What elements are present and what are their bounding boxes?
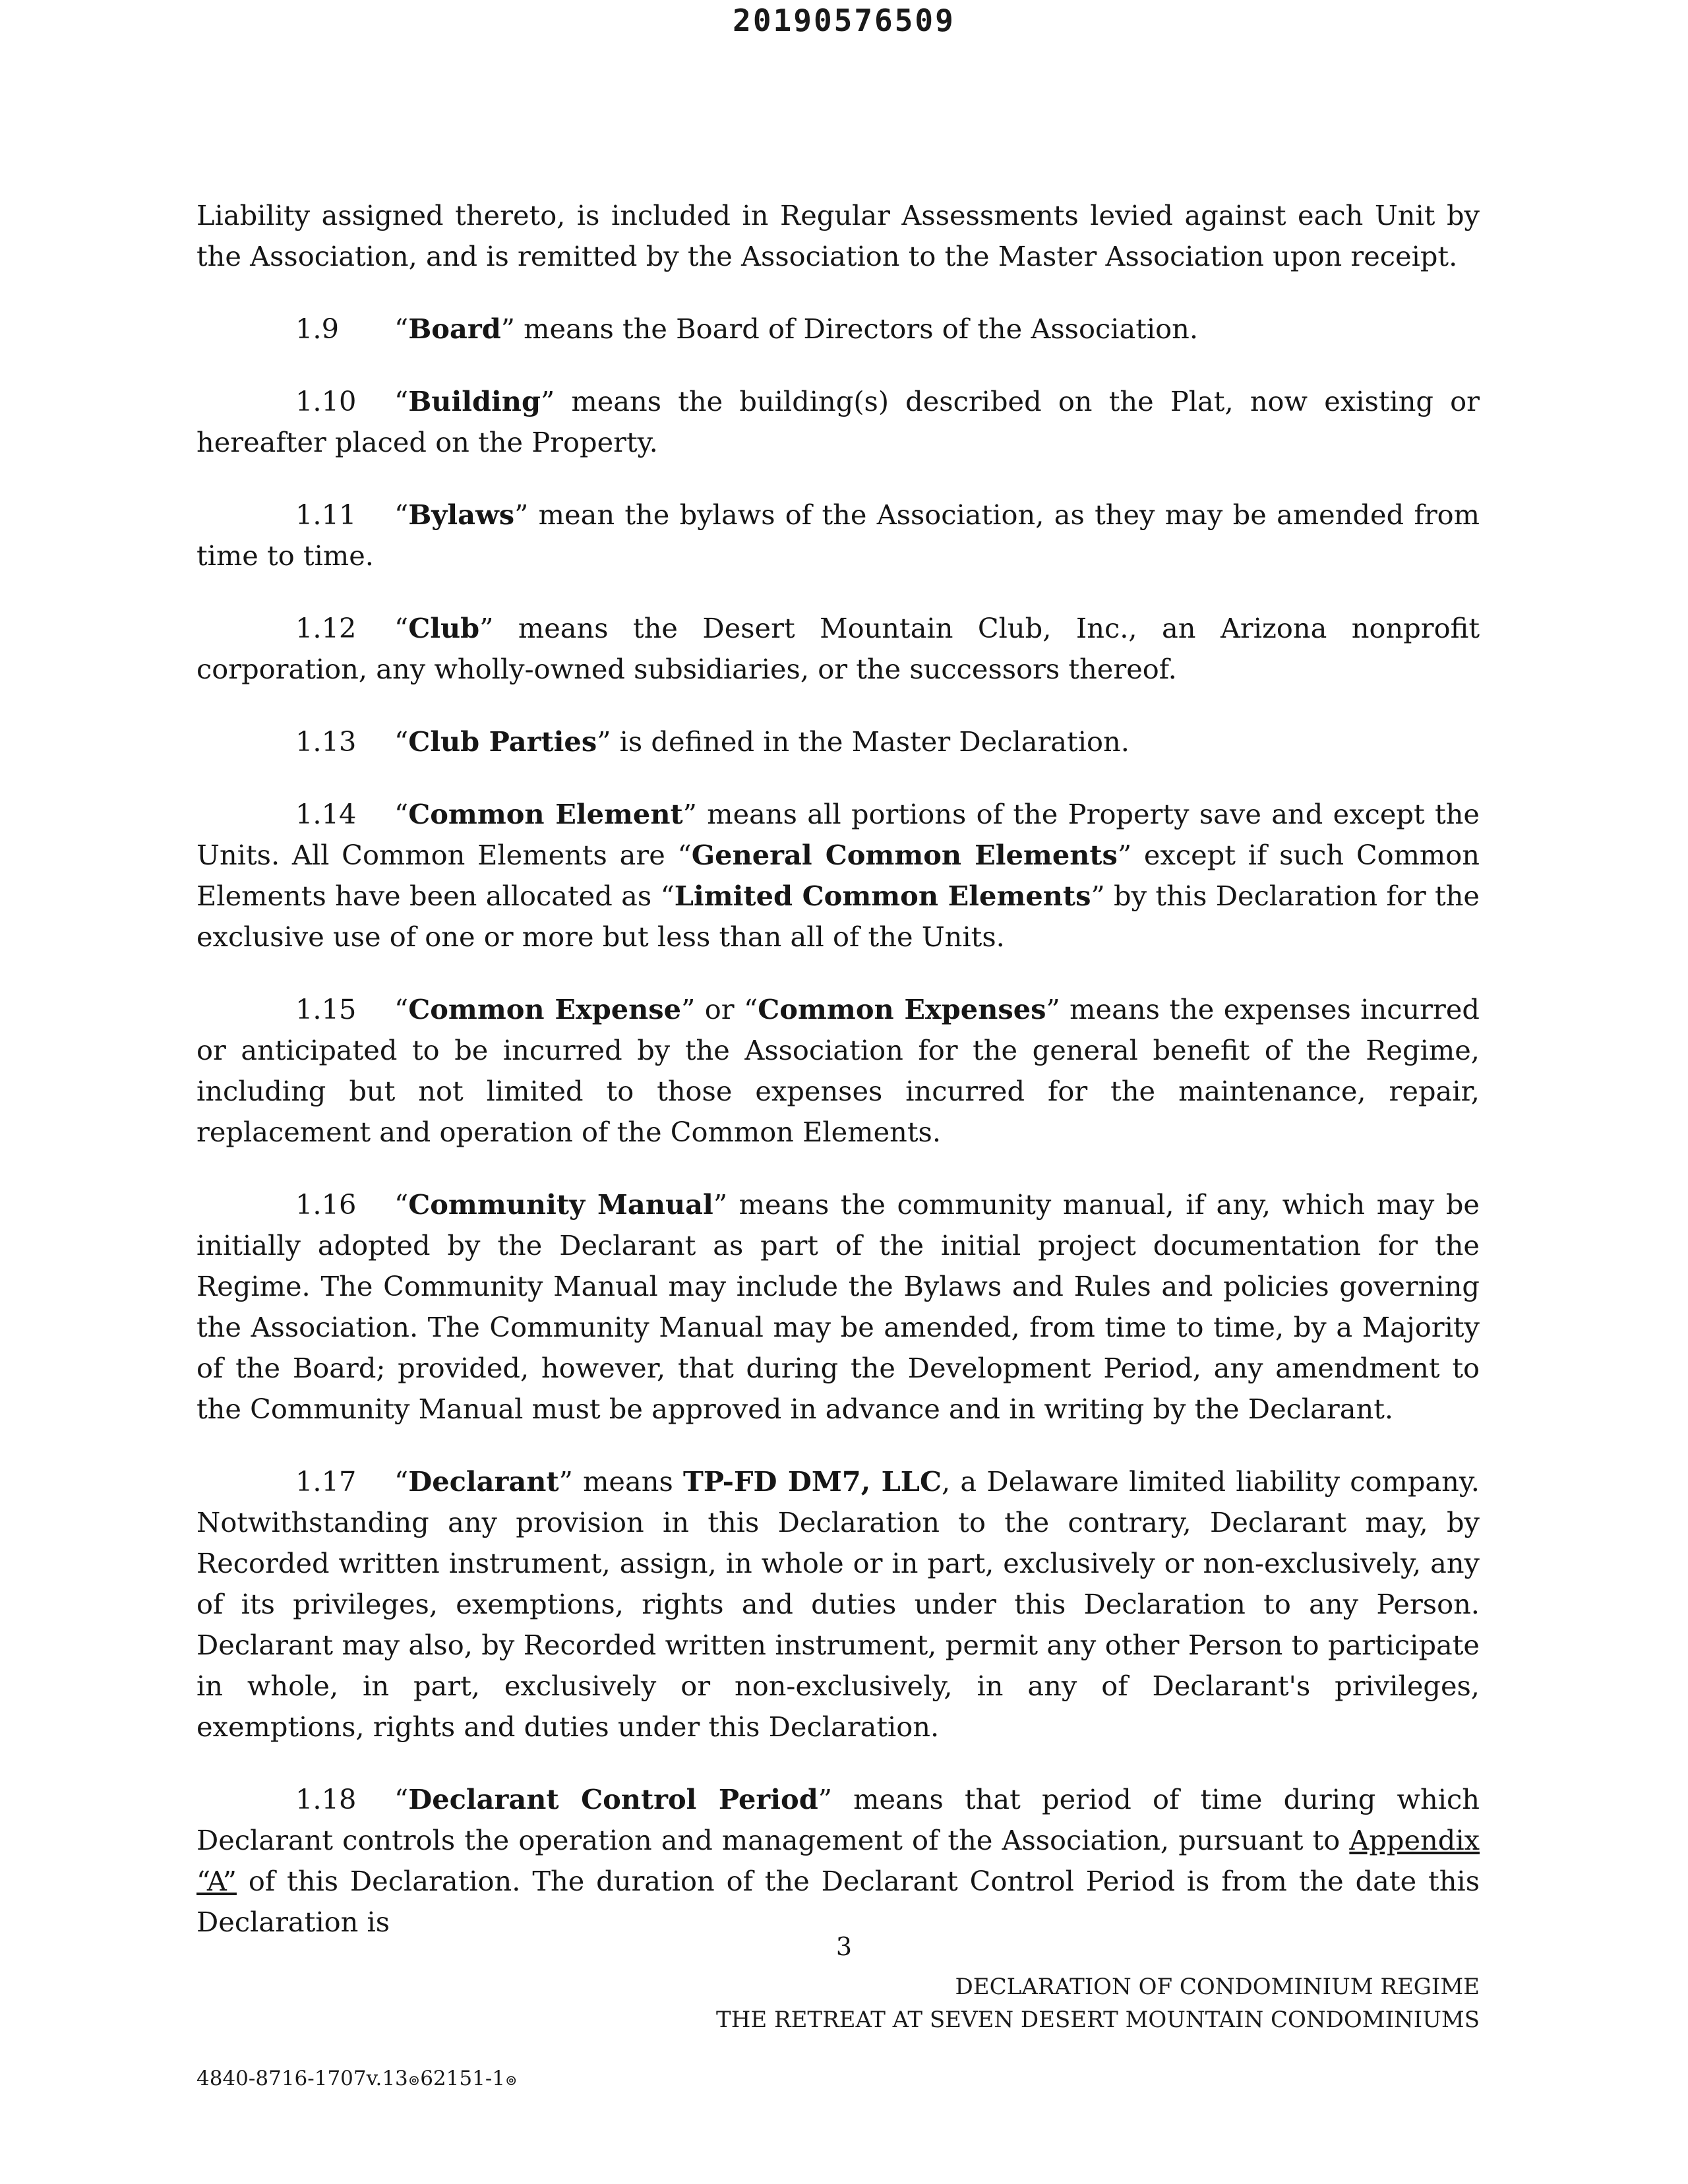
section-number: 1.18 — [295, 1783, 357, 1815]
defined-term: Common Expenses — [758, 993, 1046, 1025]
section-1-14: 1.14 “Common Element” means all portions of the Property save and except the Units. All Common Elements are “General Common Elements” except if such Common Elements have been allocated as “Limited Common Elements” by this Declaration for the exclusive use of one or more but less than all of the Units. — [196, 794, 1480, 957]
section-text: mean the bylaws of the Association, as they may be amended from time to time. — [196, 499, 1480, 572]
section-text: ” by this Declaration for the exclusive use of one or more but less than all of the Units. — [196, 880, 1480, 953]
defined-term: Common Element — [408, 798, 683, 830]
document-id — [196, 2067, 517, 2090]
document-id-suffix: 62151-1 — [420, 2067, 506, 2090]
section-text: means the building(s) described on the Plat, now existing or hereafter placed on the Property. — [196, 385, 1480, 458]
continuation-paragraph: Liability assigned thereto, is included in Regular Assessments levied against each Unit by the Association, and is remitted by the Association to the Master Association upon receipt. — [196, 199, 1480, 272]
section-text: is defined in the Master Declaration. — [611, 725, 1130, 758]
section-number: 1.16 — [295, 1188, 357, 1221]
section-text: means the Board of Directors of the Association. — [514, 313, 1199, 345]
section-text: means all portions of the Property save and except the Units. All Common Elements are “ — [196, 798, 1480, 871]
defined-term: Community Manual — [408, 1188, 713, 1221]
footer-title-line-1: DECLARATION OF CONDOMINIUM REGIME — [955, 1974, 1480, 2000]
section-1-13: 1.13 “Club Parties” is defined in the Master Declaration. — [196, 721, 1480, 762]
defined-term: Board — [408, 313, 501, 345]
defined-term: Common Expense — [408, 993, 682, 1025]
section-number: 1.15 — [295, 993, 357, 1025]
defined-term: Limited Common Elements — [674, 880, 1091, 912]
section-number: 1.10 — [295, 385, 357, 417]
section-text: means that period of time during which Declarant controls the operation and management of the Association, pursuant to — [196, 1783, 1480, 1856]
defined-term: Declarant Control Period — [408, 1783, 818, 1815]
defined-term: Club — [408, 612, 480, 644]
section-1-9: 1.9 “Board” means the Board of Directors of the Association. — [196, 309, 1480, 349]
defined-term: Bylaws — [408, 499, 515, 531]
document-id-mark: ⊚ — [505, 2073, 518, 2089]
section-1-17: 1.17 “Declarant” means TP-FD DM7, LLC, a Delaware limited liability company. Notwithstanding any provision in this Declaration to the contrary, Declarant may, by Recorded written instrument, assign, in whole or in part, exclusively or non-exclusively, any of its privileges, exemptions, rights and duties under this Declaration to any Person. Declarant may also, by Recorded written instrument, permit any other Person to participate in whole, in part, exclusively or non-exclusively, in any of Declarant's privileges, exemptions, rights and duties under this Declaration. — [196, 1461, 1480, 1747]
section-text: ” except if such Common Elements have been allocated as “ — [196, 839, 1480, 912]
defined-term: Club Parties — [408, 725, 597, 758]
section-1-10: 1.10 “Building” means the building(s) described on the Plat, now existing or hereafter placed on the Property. — [196, 381, 1480, 463]
footer-document-title — [716, 1970, 1480, 2036]
document-body — [196, 195, 1480, 1974]
document-id-number: 4840-8716-1707v.13 — [196, 2067, 408, 2090]
section-number: 1.17 — [295, 1465, 357, 1498]
section-text: means — [572, 1465, 683, 1498]
section-text: means the community manual, if any, which may be initially adopted by the Declarant as part of the initial project documentation for the Regime. The Community Manual may include the Bylaws and Rules and policies governing the Association. The Community Manual may be amended, from time to time, by a Majority of the Board; provided, however, that during the Development Period, any amendment to the Community Manual must be approved in advance and in writing by the Declarant. — [196, 1188, 1480, 1425]
recording-number: 20190576509 — [733, 3, 955, 38]
section-number: 1.12 — [295, 612, 357, 644]
section-1-11: 1.11 “Bylaws” mean the bylaws of the Association, as they may be amended from time to time. — [196, 495, 1480, 576]
defined-term: General Common Elements — [691, 839, 1118, 871]
section-number: 1.9 — [295, 313, 339, 345]
section-number: 1.11 — [295, 499, 357, 531]
section-text: ” means the expenses incurred or anticipated to be incurred by the Association for the general benefit of the Regime, including but not limited to those expenses incurred for the maintenance, repair, replacement and operation of the Common Elements. — [196, 993, 1480, 1148]
section-1-16: 1.16 “Community Manual” means the community manual, if any, which may be initially adopted by the Declarant as part of the initial project documentation for the Regime. The Community Manual may include the Bylaws and Rules and policies governing the Association. The Community Manual may be amended, from time to time, by a Majority of the Board; provided, however, that during the Development Period, any amendment to the Community Manual must be approved in advance and in writing by the Declarant. — [196, 1184, 1480, 1430]
section-text: or “ — [695, 993, 758, 1025]
section-1-12: 1.12 “Club” means the Desert Mountain Club, Inc., an Arizona nonprofit corporation, any wholly-owned subsidiaries, or the successors thereof. — [196, 608, 1480, 690]
defined-term: Building — [408, 385, 541, 417]
page-number: 3 — [835, 1932, 853, 1961]
document-id-mark: ⊚ — [407, 2073, 421, 2089]
appendix-reference: Appendix “A” — [196, 1824, 1480, 1897]
footer-title-line-2: THE RETREAT AT SEVEN DESERT MOUNTAIN CONDOMINIUMS — [716, 2007, 1480, 2033]
entity-name: TP-FD DM7, LLC — [682, 1465, 942, 1498]
defined-term: Declarant — [408, 1465, 559, 1498]
section-1-15: 1.15 “Common Expense” or “Common Expenses” means the expenses incurred or anticipated to be incurred by the Association for the general benefit of the Regime, including but not limited to those expenses incurred for the maintenance, repair, replacement and operation of the Common Elements. — [196, 989, 1480, 1153]
section-text: , a Delaware limited liability company. Notwithstanding any provision in this Declaration to the contrary, Declarant may, by Recorded written instrument, assign, in whole or in part, exclusively or non-exclusively, any of its privileges, exemptions, rights and duties under this Declaration to any Person. Declarant may also, by Recorded written instrument, permit any other Person to participate in whole, in part, exclusively or non-exclusively, in any of Declarant's privileges, exemptions, rights and duties under this Declaration. — [196, 1465, 1480, 1743]
section-text: of this Declaration. The duration of the Declarant Control Period is from the date this Declaration is — [196, 1865, 1480, 1938]
section-1-18: 1.18 “Declarant Control Period” means that period of time during which Declarant controls the operation and management of the Association, pursuant to Appendix “A” of this Declaration. The duration of the Declarant Control Period is from the date this Declaration is — [196, 1779, 1480, 1943]
section-text: means the Desert Mountain Club, Inc., an Arizona nonprofit corporation, any wholly-owned subsidiaries, or the successors thereof. — [196, 612, 1480, 685]
section-number: 1.13 — [295, 725, 357, 758]
section-number: 1.14 — [295, 798, 357, 830]
